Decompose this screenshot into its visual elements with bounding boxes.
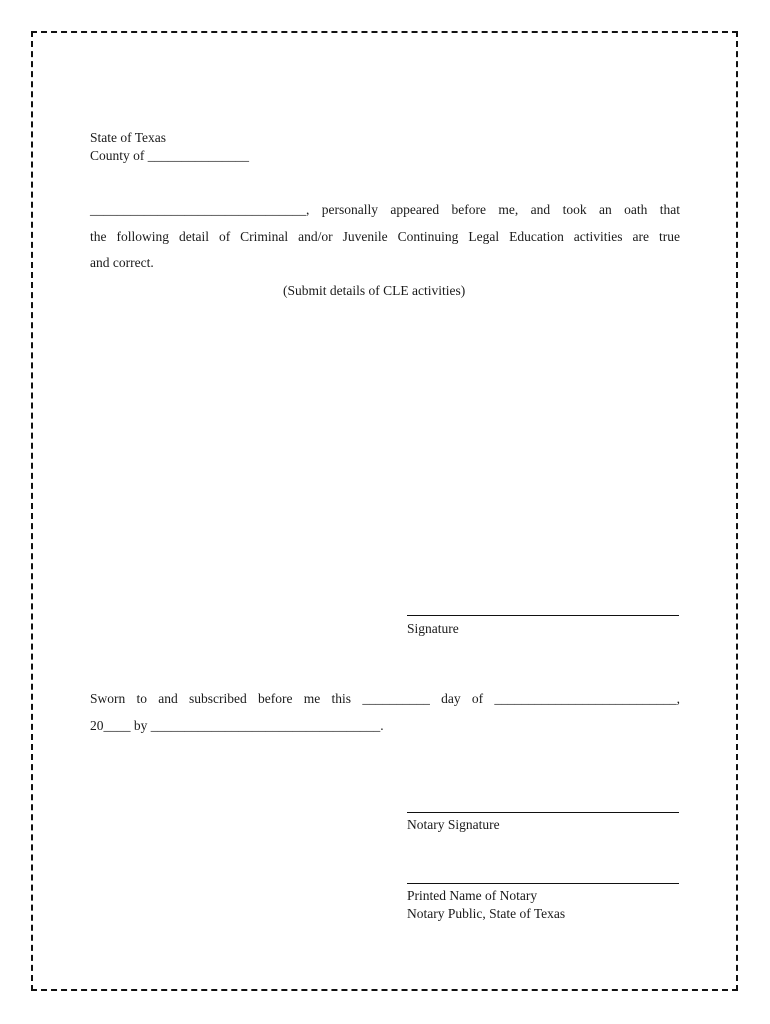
notary-title-label: Notary Public, State of Texas <box>407 906 566 921</box>
county-line: County of _______________ <box>90 148 250 163</box>
notary-signature-line <box>407 812 679 813</box>
affidavit-line-1: ________________________________, personally appeared before me, and took an oath that <box>90 202 680 217</box>
cle-instruction: (Submit details of CLE activities) <box>283 283 466 298</box>
form-border <box>31 31 738 991</box>
affidavit-paragraph <box>90 197 680 277</box>
jurat-line-1: Sworn to and subscribed before me this __________ day of ___________________________, <box>90 691 680 706</box>
affidavit-line-3: and correct. <box>90 255 154 270</box>
notary-printed-name-label: Printed Name of Notary <box>407 888 538 903</box>
notary-signature-label: Notary Signature <box>407 817 500 832</box>
jurat-paragraph <box>90 686 680 739</box>
affiant-signature-line <box>407 615 679 616</box>
jurat-line-2: 20____ by __________________________________. <box>90 717 384 733</box>
affiant-signature-label: Signature <box>407 621 459 636</box>
affidavit-line-2: the following detail of Criminal and/or Juvenile Continuing Legal Education activities are true <box>90 228 680 244</box>
notary-printed-name-line <box>407 883 679 884</box>
state-line: State of Texas <box>90 130 167 145</box>
